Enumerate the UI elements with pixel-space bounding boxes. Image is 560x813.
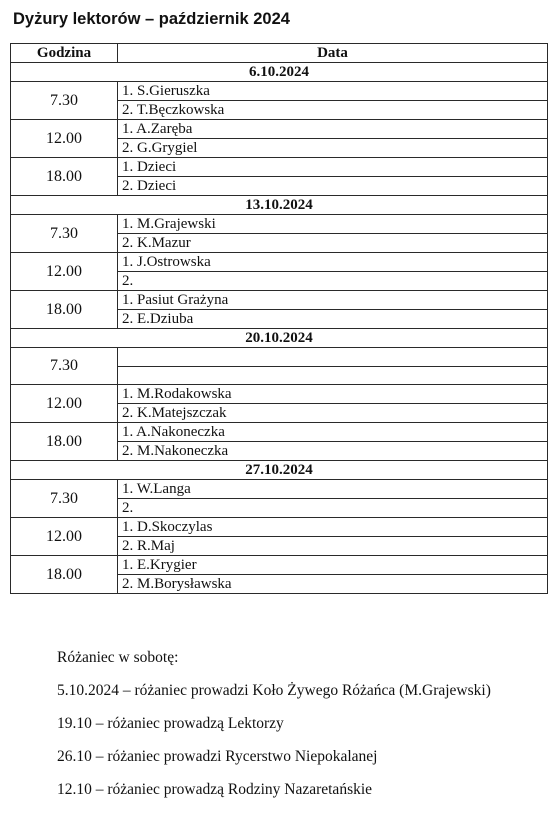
reader-cell: 1. Dzieci [118, 158, 548, 177]
page-title: Dyżury lektorów – październik 2024 [13, 10, 290, 28]
date-row [11, 196, 548, 215]
time-cell: 18.00 [11, 423, 118, 461]
reader-cell: 1. D.Skoczylas [118, 518, 548, 537]
reader-cell: 1. W.Langa [118, 480, 548, 499]
time-cell: 7.30 [11, 348, 118, 385]
reader-cell: 2. M.Borysławska [118, 575, 548, 594]
reader-cell: 1. Pasiut Grażyna [118, 291, 548, 310]
table-row [11, 556, 548, 575]
table-row [11, 480, 548, 499]
date-row [11, 63, 548, 82]
time-cell: 7.30 [11, 480, 118, 518]
date-row [11, 461, 548, 480]
reader-cell: 2. K.Matejszczak [118, 404, 548, 423]
table-row [11, 291, 548, 310]
reader-cell: 2. R.Maj [118, 537, 548, 556]
table-header-row [11, 44, 548, 63]
header-date: Data [118, 44, 548, 63]
day-group [11, 196, 548, 329]
reader-cell: 1. S.Gieruszka [118, 82, 548, 101]
table-row [11, 158, 548, 177]
reader-cell: 1. A.Nakoneczka [118, 423, 548, 442]
time-cell: 18.00 [11, 291, 118, 329]
table-row [11, 253, 548, 272]
date-row [11, 329, 548, 348]
note-item: 12.10 – różaniec prowadzą Rodziny Nazaretańskie [57, 781, 373, 798]
date-label: 27.10.2024 [11, 461, 548, 480]
reader-cell: 1. M.Grajewski [118, 215, 548, 234]
reader-cell: 2. M.Nakoneczka [118, 442, 548, 461]
table-row [11, 215, 548, 234]
time-cell: 12.00 [11, 253, 118, 291]
reader-cell: 2. [118, 272, 548, 291]
reader-cell: 2. T.Bęczkowska [118, 101, 548, 120]
reader-cell: 1. A.Zaręba [118, 120, 548, 139]
day-group [11, 63, 548, 196]
reader-cell: 1. E.Krygier [118, 556, 548, 575]
reader-cell: 1. M.Rodakowska [118, 385, 548, 404]
header-time: Godzina [11, 44, 118, 63]
time-cell: 12.00 [11, 120, 118, 158]
day-group [11, 461, 548, 594]
notes-heading: Różaniec w sobotę: [57, 649, 179, 666]
table-row [11, 82, 548, 101]
time-cell: 7.30 [11, 215, 118, 253]
date-label: 6.10.2024 [11, 63, 548, 82]
table-row [11, 120, 548, 139]
reader-cell [118, 366, 548, 385]
reader-cell: 2. [118, 499, 548, 518]
time-cell: 18.00 [11, 556, 118, 594]
reader-cell: 2. K.Mazur [118, 234, 548, 253]
date-label: 20.10.2024 [11, 329, 548, 348]
reader-cell [118, 348, 548, 367]
day-group [11, 329, 548, 461]
reader-cell: 1. J.Ostrowska [118, 253, 548, 272]
table-row [11, 423, 548, 442]
note-item: 5.10.2024 – różaniec prowadzi Koło Żywego Różańca (M.Grajewski) [57, 682, 491, 699]
rosary-notes [57, 648, 491, 813]
reader-cell: 2. G.Grygiel [118, 139, 548, 158]
table-row [11, 348, 548, 367]
time-cell: 12.00 [11, 385, 118, 423]
reader-cell: 2. E.Dziuba [118, 310, 548, 329]
note-item: 26.10 – różaniec prowadzi Rycerstwo Niepokalanej [57, 748, 378, 765]
time-cell: 12.00 [11, 518, 118, 556]
date-label: 13.10.2024 [11, 196, 548, 215]
schedule-table [10, 43, 548, 594]
time-cell: 18.00 [11, 158, 118, 196]
reader-cell: 2. Dzieci [118, 177, 548, 196]
table-row [11, 518, 548, 537]
table-row [11, 385, 548, 404]
time-cell: 7.30 [11, 82, 118, 120]
note-item: 19.10 – różaniec prowadzą Lektorzy [57, 715, 284, 732]
